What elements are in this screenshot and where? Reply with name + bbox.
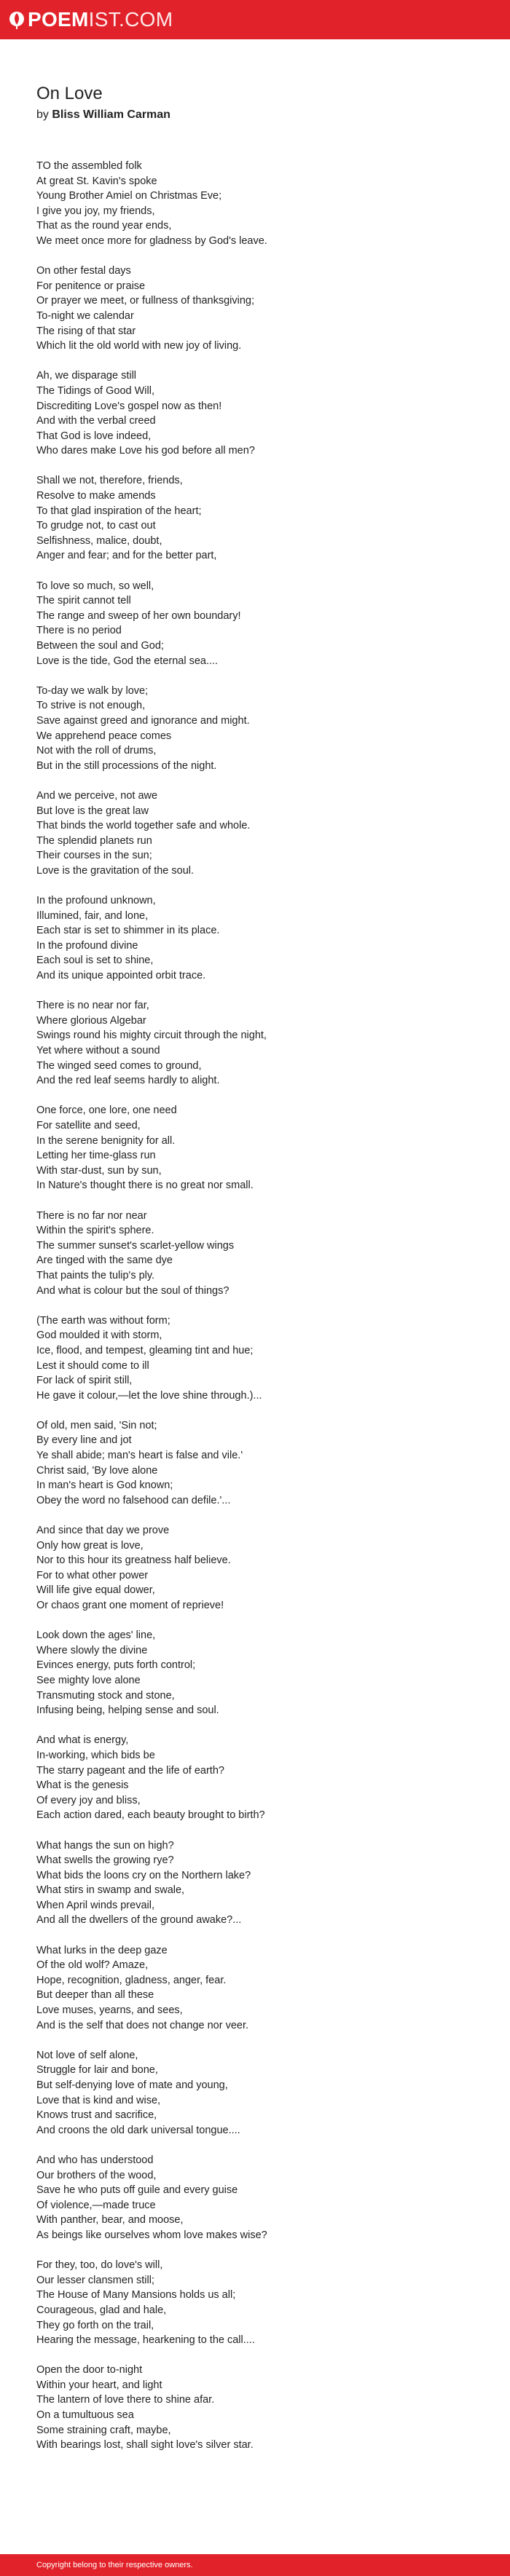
- poem-line: We meet once more for gladness by God's leave.: [36, 234, 267, 247]
- site-footer: [0, 2554, 510, 2576]
- poem-line: Yet where without a sound: [36, 1045, 160, 1057]
- poem-line: Are tinged with the same dye: [36, 1255, 173, 1267]
- poem-line: To-night we calendar: [36, 309, 134, 322]
- stanza: [36, 893, 474, 984]
- poem-line: And what is energy,: [36, 1734, 129, 1747]
- poem-line: For to what other power: [36, 1569, 149, 1581]
- poem-line: In the profound unknown,: [36, 895, 156, 907]
- poem-line: Ah, we disparage still: [36, 370, 137, 382]
- poem-line: In the profound divine: [36, 939, 138, 952]
- poem-line: Evinces energy, puts forth control;: [36, 1659, 196, 1672]
- poem-line: Look down the ages' line,: [36, 1629, 156, 1642]
- poem-line: And croons the old dark universal tongue....: [36, 2124, 240, 2136]
- poemist-logo-icon: [9, 9, 25, 30]
- poem-line: As beings like ourselves whom love makes wise?: [36, 2229, 267, 2241]
- poem-line: By every line and jot: [36, 1434, 132, 1447]
- poem-line: Resolve to make amends: [36, 490, 156, 502]
- poem-line: But love is the great law: [36, 805, 149, 817]
- stanza: [36, 579, 474, 669]
- poem-line: Where slowly the divine: [36, 1644, 148, 1656]
- site-logo[interactable]: [9, 8, 173, 31]
- poem-line: Each star is set to shimmer in its place.: [36, 925, 220, 937]
- poem-line: Love is the tide, God the eternal sea....: [36, 655, 219, 667]
- stanza: [36, 1313, 474, 1404]
- poem-line: Our brothers of the wood,: [36, 2169, 157, 2181]
- poem-line: Not love of self alone,: [36, 2049, 138, 2061]
- logo-text-light: IST.COM: [88, 8, 173, 31]
- poem-line: Their courses in the sun;: [36, 850, 152, 862]
- stanza: [36, 684, 474, 774]
- poem-line: But self-denying love of mate and young,: [36, 2079, 228, 2091]
- poem-line: Hearing the message, hearkening to the call....: [36, 2334, 255, 2347]
- poem-line: On a tumultuous sea: [36, 2409, 134, 2422]
- poem-line: Will life give equal dower,: [36, 1584, 155, 1597]
- poem-line: For penitence or praise: [36, 280, 146, 292]
- poem-line: In Nature's thought there is no great nor small.: [36, 1180, 254, 1192]
- poem-line: To love so much, so well,: [36, 580, 154, 592]
- poem-line: The spirit cannot tell: [36, 595, 131, 607]
- poem-line: That as the round year ends,: [36, 220, 172, 232]
- poem-line: When April winds prevail,: [36, 1899, 154, 1911]
- poem-line: Ice, flood, and tempest, gleaming tint and hue;: [36, 1344, 254, 1356]
- poem-line: Where glorious Algebar: [36, 1014, 146, 1027]
- poem-line: Each soul is set to shine,: [36, 955, 154, 967]
- poem-line: The summer sunset's scarlet-yellow wings: [36, 1239, 235, 1252]
- poem-line: Open the door to-night: [36, 2364, 143, 2377]
- poem-line: Ye shall abide; man's heart is false and vile.': [36, 1450, 243, 1462]
- poem-line: God moulded it with storm,: [36, 1330, 162, 1342]
- poem-line: What stirs in swamp and swale,: [36, 1884, 185, 1897]
- poem-byline: [36, 108, 170, 122]
- poem-line: With bearings lost, shall sight love's silver star.: [36, 2439, 254, 2451]
- poem-line: Shall we not, therefore, friends,: [36, 475, 183, 487]
- poem-line: Save he who puts off guile and every guise: [36, 2184, 238, 2197]
- poem-line: Or prayer we meet, or fullness of thanksgiving;: [36, 295, 254, 307]
- stanza: [36, 1103, 474, 1193]
- poem-line: And we perceive, not awe: [36, 789, 158, 802]
- poem-line: Save against greed and ignorance and might.: [36, 714, 250, 727]
- stanza: [36, 1628, 474, 1718]
- poem-line: Within the spirit's sphere.: [36, 1225, 154, 1237]
- poem-line: Knows trust and sacrifice,: [36, 2109, 157, 2122]
- poem-line: To-day we walk by love;: [36, 684, 149, 697]
- poem-line: The splendid planets run: [36, 834, 152, 847]
- poem-line: Courageous, glad and hale,: [36, 2304, 167, 2316]
- poem-line: That God is love indeed,: [36, 430, 152, 442]
- poem-line: What lurks in the deep gaze: [36, 1944, 168, 1956]
- poem-line: And its unique appointed orbit trace.: [36, 970, 206, 982]
- stanza: [36, 1523, 474, 1613]
- poem-line: For lack of spirit still,: [36, 1375, 133, 1387]
- poem-line: Selfishness, malice, doubt,: [36, 534, 162, 547]
- stanza: [36, 998, 474, 1089]
- stanza: [36, 1838, 474, 1929]
- poem-line: Letting her time-glass run: [36, 1150, 156, 1162]
- poem-title: On Love: [36, 84, 103, 103]
- stanza: [36, 789, 474, 879]
- stanza: [36, 1418, 474, 1509]
- poem-line: And the red leaf seems hardly to alight.: [36, 1075, 220, 1087]
- poem-line: See mighty love alone: [36, 1674, 141, 1686]
- poem-line: On other festal days: [36, 265, 131, 277]
- poem-line: Young Brother Amiel on Christmas Eve;: [36, 190, 222, 202]
- poem-line: Between the soul and God;: [36, 640, 164, 652]
- stanza: [36, 2153, 474, 2243]
- stanza: [36, 264, 474, 354]
- poem-line: Which lit the old world with new joy of living.: [36, 340, 242, 352]
- poem-line: Of violence,—made truce: [36, 2199, 156, 2211]
- poem-line: The Tidings of Good Will,: [36, 384, 154, 397]
- poem-line: With panther, bear, and moose,: [36, 2214, 184, 2227]
- poem-line: But in the still processions of the night.: [36, 759, 217, 772]
- poem-line: Lest it should come to ill: [36, 1359, 149, 1372]
- poem-line: At great St. Kavin's spoke: [36, 175, 157, 187]
- poem-line: Some straining craft, maybe,: [36, 2424, 171, 2436]
- poem-line: The range and sweep of her own boundary!: [36, 609, 241, 622]
- poem-line: In the serene benignity for all.: [36, 1134, 176, 1147]
- stanza: [36, 473, 474, 564]
- poem-line: To that glad inspiration of the heart;: [36, 505, 202, 517]
- site-header: [0, 0, 510, 39]
- poem-line: Or chaos grant one moment of reprieve!: [36, 1600, 224, 1611]
- poem-line: That binds the world together safe and whole.: [36, 820, 251, 832]
- poem-line: And with the verbal creed: [36, 415, 156, 427]
- poem-line: TO the assembled folk: [36, 160, 142, 172]
- poem-line: Love that is kind and wise,: [36, 2094, 161, 2106]
- poem-line: Struggle for lair and bone,: [36, 2064, 158, 2077]
- poem-line: Transmuting stock and stone,: [36, 1689, 175, 1702]
- poem-body: [36, 159, 474, 2468]
- poem-line: Nor to this hour its greatness half believe.: [36, 1554, 231, 1567]
- poem-line: In man's heart is God known;: [36, 1479, 173, 1492]
- poem-line: Discrediting Love's gospel now as then!: [36, 400, 222, 412]
- stanza: [36, 2258, 474, 2348]
- poem-line: With star-dust, sun by sun,: [36, 1164, 162, 1177]
- poem-line: And who has understood: [36, 2154, 154, 2166]
- poem-line: And what is colour but the soul of things?: [36, 1284, 230, 1297]
- poem-line: Infusing being, helping sense and soul.: [36, 1704, 219, 1717]
- poem-line: What is the genesis: [36, 1779, 129, 1792]
- poem-line: And all the dwellers of the ground awake?...: [36, 1914, 242, 1927]
- poem-line: And since that day we prove: [36, 1525, 170, 1537]
- poem-line: Within your heart, and light: [36, 2379, 162, 2391]
- poem-line: That paints the tulip's ply.: [36, 1269, 155, 1281]
- poem-line: The House of Many Mansions holds us all;: [36, 2289, 236, 2302]
- poem-line: What hangs the sun on high?: [36, 1839, 174, 1852]
- poem-line: He gave it colour,—let the love shine through.)...: [36, 1389, 262, 1402]
- poem-line: To strive is not enough,: [36, 700, 146, 712]
- poem-line: We apprehend peace comes: [36, 730, 172, 742]
- poem-line: The lantern of love there to shine afar.: [36, 2394, 215, 2406]
- poem-line: Swings round his mighty circuit through the night,: [36, 1030, 267, 1042]
- poem-line: Hope, recognition, gladness, anger, fear.: [36, 1974, 227, 1986]
- poem-line: Anger and fear; and for the better part,: [36, 550, 217, 562]
- copyright-text: Copyright belong to their respective owners.: [36, 2561, 193, 2569]
- poem-line: (The earth was without form;: [36, 1314, 170, 1327]
- poem-line: Obey the word no falsehood can defile.'...: [36, 1494, 231, 1506]
- poem-line: There is no far nor near: [36, 1209, 147, 1222]
- stanza: [36, 1733, 474, 1823]
- poem-line: There is no period: [36, 625, 122, 637]
- poem-line: Love is the gravitation of the soul.: [36, 864, 195, 877]
- poem-author: Bliss William Carman: [52, 108, 170, 121]
- poem-line: What swells the growing rye?: [36, 1854, 174, 1867]
- poem-line: The rising of that star: [36, 325, 136, 337]
- poem-line: Christ said, 'By love alone: [36, 1464, 158, 1477]
- poem-line: Illumined, fair, and lone,: [36, 909, 149, 922]
- poem-line: The starry pageant and the life of earth?: [36, 1764, 224, 1777]
- logo-text-bold: POEM: [28, 8, 89, 31]
- by-label: by: [36, 108, 49, 121]
- stanza: [36, 1943, 474, 2034]
- poem-line: In-working, which bids be: [36, 1749, 155, 1761]
- stanza: [36, 368, 474, 459]
- poem-line: For they, too, do love's will,: [36, 2259, 163, 2272]
- poem-line: Love muses, yearns, and sees,: [36, 2004, 183, 2017]
- poem-line: But deeper than all these: [36, 1989, 154, 2002]
- poem-line: Of every joy and bliss,: [36, 1794, 141, 1806]
- poem-line: I give you joy, my friends,: [36, 205, 155, 217]
- poem-line: Of the old wolf? Amaze,: [36, 1959, 149, 1972]
- poem-line: Each action dared, each beauty brought to birth?: [36, 1809, 265, 1822]
- poem-line: Only how great is love,: [36, 1539, 144, 1552]
- stanza: [36, 2048, 474, 2138]
- poem-line: They go forth on the trail,: [36, 2319, 154, 2331]
- stanza: [36, 159, 474, 249]
- poem-line: There is no near nor far,: [36, 1000, 149, 1012]
- stanza: [36, 2363, 474, 2453]
- poem-line: And is the self that does not change nor veer.: [36, 2019, 248, 2031]
- poem-line: The winged seed comes to ground,: [36, 1059, 202, 1072]
- poem-line: What bids the loons cry on the Northern lake?: [36, 1869, 251, 1881]
- poem-line: Our lesser clansmen still;: [36, 2274, 154, 2286]
- poem-line: To grudge not, to cast out: [36, 520, 156, 532]
- stanza: [36, 1209, 474, 1299]
- poem-line: Who dares make Love his god before all men?: [36, 445, 255, 457]
- poem-line: Not with the roll of drums,: [36, 745, 157, 757]
- poem-line: For satellite and seed,: [36, 1120, 141, 1131]
- poem-line: Of old, men said, 'Sin not;: [36, 1419, 157, 1431]
- poem-line: One force, one lore, one need: [36, 1105, 177, 1117]
